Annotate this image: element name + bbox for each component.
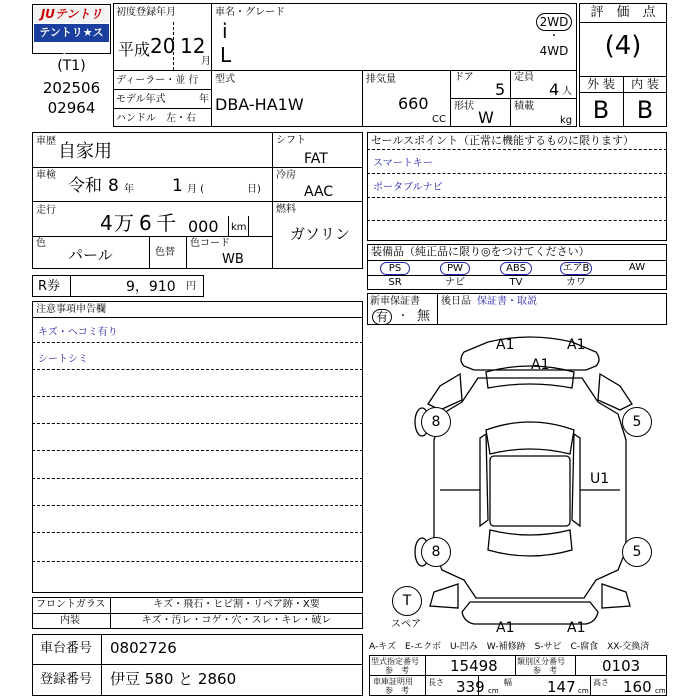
windshield-items: キズ・飛石・ヒビ割・リペア跡・X要 [153,599,320,610]
history: 自家用 [58,141,112,162]
class-no-sub: 参 考 [533,666,557,675]
score: (4) [604,31,642,61]
ac-label: 冷房 [276,170,296,181]
exterior-label: 外 装 [587,77,615,91]
model-type: DBA-HA1W [215,95,304,114]
interior-label: 内 装 [631,77,659,91]
spare-tire-mark: T [392,586,422,616]
equip-navi: ナビ [445,277,465,288]
equip-leather: カワ [566,277,586,288]
width-unit: cm [578,687,589,695]
height-unit: cm [655,687,666,695]
capacity: 4 [549,80,560,99]
spare-label: スペア [391,619,421,630]
mileage-10k: 4 [100,211,113,235]
drive-dot: ・ [549,31,559,42]
equipment-title: 装備品（純正品に限り◎をつけてください） [371,245,590,258]
width: 147 [547,678,576,696]
score-label: 評 価 点 [590,5,656,20]
car-grade: L [220,43,232,67]
equip-aw: AW [628,262,646,273]
damage-mark-hood: A1 [531,357,550,373]
notes-title: 注意事項申告欄 [36,304,106,315]
mileage-1k-unit: 千 [156,211,176,235]
damage-mark-rear-bumper-left: A1 [496,620,515,636]
equip-sr: SR [388,277,402,288]
displacement-unit: CC [432,114,446,125]
equip-abs: ABS [500,262,532,275]
first-reg-label: 初度登録年月 [116,7,176,18]
first-reg-year: 20 [150,34,176,58]
damage-mark-front-bumper-right: A1 [567,337,586,353]
first-reg-month: 12 [180,34,206,58]
history-label: 車歴 [36,136,56,147]
cert-label: 車庫証明用 [373,677,413,686]
note-item: シートシミ [38,354,88,365]
class-no-label: 類別区分番号 [517,657,565,666]
car-name-label: 車名・グレード [215,7,285,18]
color-change-label: 色替 [155,247,175,258]
type-no: 15498 [450,657,498,675]
selling-point-item: スマートキー [373,158,433,169]
load-label: 積載 [514,101,534,112]
damage-mark-front-bumper-left: A1 [496,337,515,353]
first-reg-month-unit: 月 [201,56,211,67]
handle-label: ハンドル 左・右 [116,113,196,124]
door-label: ドア [454,72,474,83]
warranty-yes: 有 [372,309,392,325]
width-label: 幅 [504,678,512,687]
first-reg-era: 平成 [118,40,151,59]
length-unit: cm [488,687,499,695]
selling-point-item: ポータブルナビ [373,182,443,193]
reg-number: 伊豆 580 と 2860 [110,670,237,688]
color-label: 色 [36,238,46,249]
tire-mark-rear-left: 8 [421,537,451,567]
displacement-label: 排気量 [366,74,396,85]
car-diagram [400,330,660,635]
class-no: 0103 [602,657,641,675]
length: 339 [456,678,485,696]
inspection-year: 8 [108,176,119,196]
interior-grade: B [636,96,654,124]
chassis-number: 0802726 [110,639,177,657]
mileage-unit: km [231,222,247,233]
color-code-label: 色コード [190,238,230,249]
warranty-sep: ・ [398,311,408,322]
selling-points-title: セールスポイント（正常に機能するものに限ります） [371,134,635,147]
shape: W [478,108,494,127]
type-no-label: 型式指定番号 [371,657,419,666]
mileage-10k-unit: 万 [114,211,134,235]
lot-number-2: 02964 [47,99,96,117]
interior-defect-items: キズ・汚レ・コゲ・穴・スレ・キレ・破レ [141,615,332,626]
car-name: i [222,19,228,43]
model-year-label: モデル年式 [116,94,166,105]
legend: A-キズ E-エクボ U-凹み W-補修跡 S-サビ C-腐食 XX-交換済 [369,642,650,652]
dealer-label: ディーラー・並 行 [116,75,199,86]
equip-ps: PS [380,262,410,275]
shift-label: シフト [276,135,306,146]
capacity-label: 定員 [514,72,534,83]
auction-code: (T1) [57,58,86,74]
docs: 保証書・取説 [477,296,537,307]
fuel: ガソリン [290,225,351,243]
drive-4wd: 4WD [539,44,569,58]
note-item: キズ・ヘコミ有り [38,327,118,338]
height: 160 [623,678,652,696]
color: パール [68,246,113,264]
shape-label: 形状 [454,101,474,112]
capacity-unit: 人 [562,86,572,97]
length-label: 長さ [428,678,444,687]
model-type-label: 型式 [215,74,235,85]
tire-mark-front-right: 5 [622,407,652,437]
equip-airbag: エアB [560,262,592,275]
shift: FAT [304,151,328,167]
tire-mark-rear-right: 5 [622,537,652,567]
interior-defect-label: 内装 [60,615,80,626]
displacement: 660 [398,94,429,113]
load-unit: kg [560,115,573,126]
inspection-month-unit: 月 ( [187,184,205,195]
logo-line1: JUテントリ [34,6,109,23]
equip-pw: PW [440,262,470,275]
color-code: WB [222,252,244,267]
mileage-rest: 000 [188,217,219,236]
windshield-label: フロントガラス [36,599,106,610]
mileage-1k: 6 [139,211,152,235]
docs-label: 後日品 [441,296,471,307]
height-label: 高さ [593,678,609,687]
ac: AAC [304,184,334,200]
inspection-month: 1 [172,176,183,196]
cert-sub: 参 考 [385,686,409,695]
equip-tv: TV [509,277,523,288]
exterior-grade: B [592,96,610,124]
recycle-label: R券 [38,279,61,294]
doors: 5 [495,80,506,99]
inspection-label: 車検 [36,170,56,181]
logo-line2: テントリ★スター [34,24,109,42]
mileage-label: 走行 [36,205,56,216]
type-no-sub: 参 考 [385,666,409,675]
chassis-label: 車台番号 [40,641,93,656]
warranty-no: 無 [417,309,431,324]
damage-mark-right-side: U1 [590,471,610,487]
recycle-amount: 9，910 [126,279,176,295]
model-year-unit: 年 [199,94,209,105]
lot-number-1: 202506 [42,79,101,97]
reg-label: 登録番号 [40,672,93,687]
inspection-year-unit: 年 [124,184,134,195]
inspection-era: 令和 [68,176,102,196]
warranty-label: 新車保証書 [370,296,420,307]
inspection-day-unit: 日) [247,184,261,195]
fuel-label: 燃料 [276,204,296,215]
drive-2wd: 2WD [536,13,572,31]
recycle-unit: 円 [186,281,196,292]
tire-mark-front-left: 8 [421,407,451,437]
damage-mark-rear-bumper-right: A1 [567,620,586,636]
notes-box [32,301,363,593]
